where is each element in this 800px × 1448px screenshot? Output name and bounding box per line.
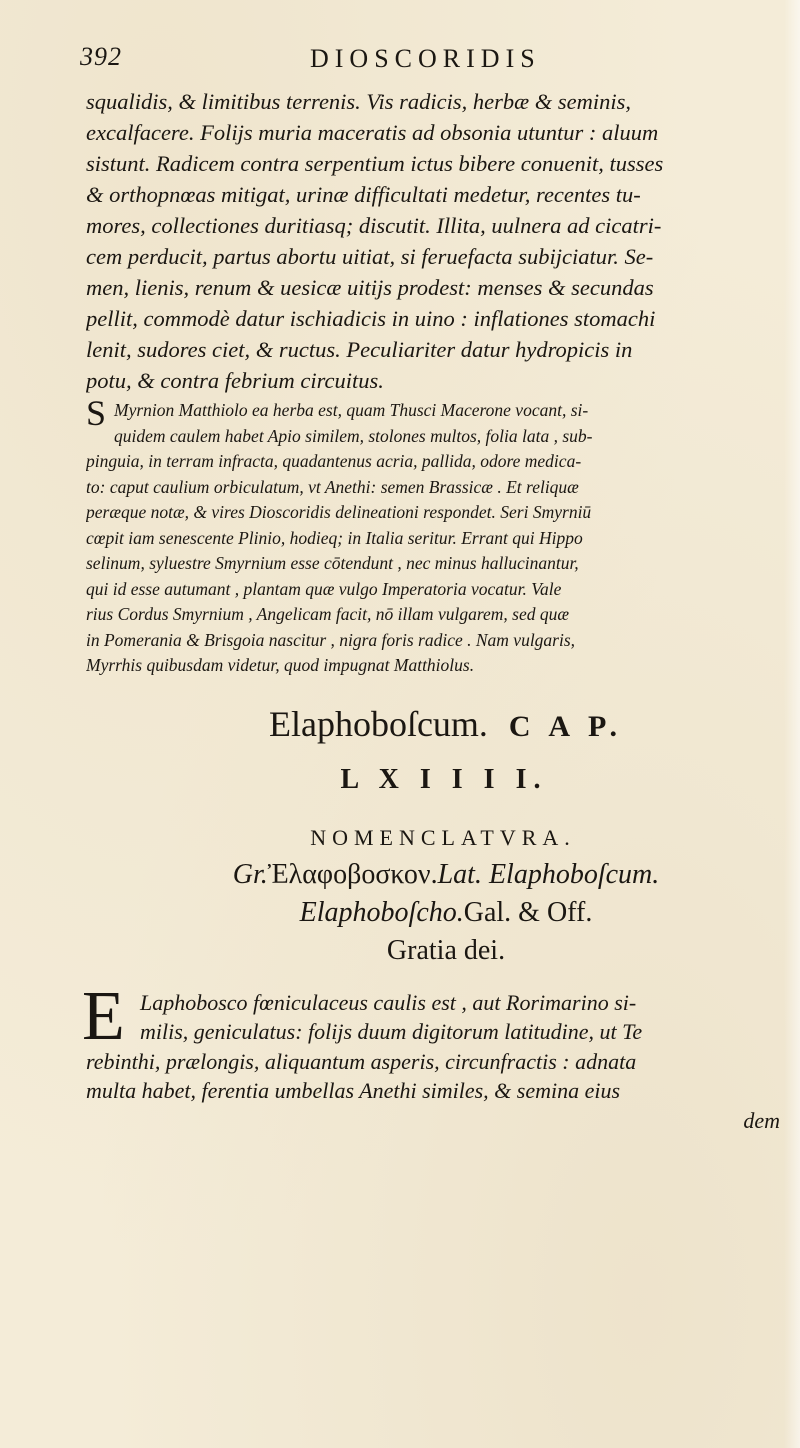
nomenclatura-greek-name: Ἐλαφοβοσκον. [267,858,438,890]
nomenclatura-latin-name: Lat. Elaphoboſcum. [437,858,660,890]
nomenclatura-heading: NOMENCLATVRA. [310,824,576,850]
page-number: 392 [80,42,122,71]
chapter-body-block [82,977,782,1135]
chapter-title [86,701,782,750]
page-edge-shadow [784,0,800,1448]
nomenclatura-line-italian-french [86,894,782,932]
body-line: Laphobosco fœniculaceus caulis est , aut Rorimarino si- [140,989,637,1015]
chapter-cap-label: C A P. [508,709,624,743]
nomenclatura-gr-label: Gr. [232,858,268,890]
text-line: & orthopnœas mitigat, urinæ difficultati medetur, recentes tu- [86,182,641,207]
commentary-line: pinguia, in terram infracta, quadantenus acria, pallida, odore medica- [86,451,582,471]
chapter-name: Elaphoboſcum. [268,703,488,744]
catchword-row [86,1106,782,1135]
commentary-line: to: caput caulium orbiculatum, vt Anethi: semen Brassicæ . Et reliquæ [86,476,579,497]
body-line: rebinthi, prælongis, aliquantum asperis, circunfractis : adnata [86,1048,637,1074]
text-line: lenit, sudores ciet, & ructus. Peculiariter datur hydropicis in [86,337,633,362]
text-line: squalidis, & limitibus terrenis. Vis radicis, herbæ & seminis, [86,89,632,114]
commentary-line: Myrnion Matthiolo ea herba est, quam Thusci Macerone vocant, si- [114,400,589,420]
drop-cap: E [82,977,125,1055]
commentary-line: rius Cordus Smyrnium , Angelicam facit, nō illam vulgarem, sed quæ [86,604,570,624]
body-line: multa habet, ferentia umbellas Anethi similes, & semina eius [86,1078,621,1103]
commentary-block [86,393,782,679]
catchword: dem [743,1107,780,1133]
running-head: DIOSCORIDIS [310,44,541,73]
commentary-line: quidem caulem habet Apio similem, stolones multos, folia lata , sub- [114,425,593,446]
commentary-line: in Pomerania & Brisgoia nascitur , nigra foris radice . Nam vulgaris, [86,629,576,650]
chapter-number: L X I I I I. [340,763,548,795]
commentary-line: qui id esse autumant , plantam quæ vulgo Imperatoria vocatur. Vale [86,578,562,599]
commentary-line: cœpit iam senescente Plinio, hodieq; in Italia seritur. Errant qui Hippo [86,527,583,548]
text-line: potu, & contra febrium circuitus. [86,368,384,393]
nomenclatura-line-greek-latin [86,856,782,894]
main-text-block [86,86,782,396]
text-line: sistunt. Radicem contra serpentium ictus bibere conuenit, tusses [86,151,664,176]
nomenclatura-gal-off: Gal. & Off. [463,896,593,928]
text-line: mores, collectiones duritiasq; discutit. Illita, uulnera ad cicatri- [86,213,662,238]
text-line: cem perducit, partus abortu uitiat, si feruefacta subijciatur. Se- [86,244,654,269]
drop-cap: S [86,393,107,433]
commentary-line: peræque notæ, & vires Dioscoridis delineationi respondet. Seri Smyrniū [86,502,592,522]
text-line: men, lienis, renum & uesicæ uitijs prodest: menses & secundas [86,275,654,300]
body-line: milis, geniculatus: folijs duum digitorum latitudine, ut Te [140,1019,643,1044]
commentary-line: selinum, syluestre Smyrnium esse cōtendunt , nec minus hallucinantur, [86,553,579,573]
nomenclatura-line-gratia: Gratia dei. [386,934,506,966]
text-line: excalfacere. Folijs muria maceratis ad obsonia utuntur : aluum [86,120,659,145]
page-header [80,40,782,86]
nomenclatura-italian-name: Elaphoboſcho. [299,896,464,928]
book-page [80,40,782,1135]
commentary-line: Myrrhis quibusdam videtur, quod impugnat Matthiolus. [86,655,475,675]
text-line: pellit, commodè datur ischiadicis in uino : inflationes stomachi [86,306,656,331]
